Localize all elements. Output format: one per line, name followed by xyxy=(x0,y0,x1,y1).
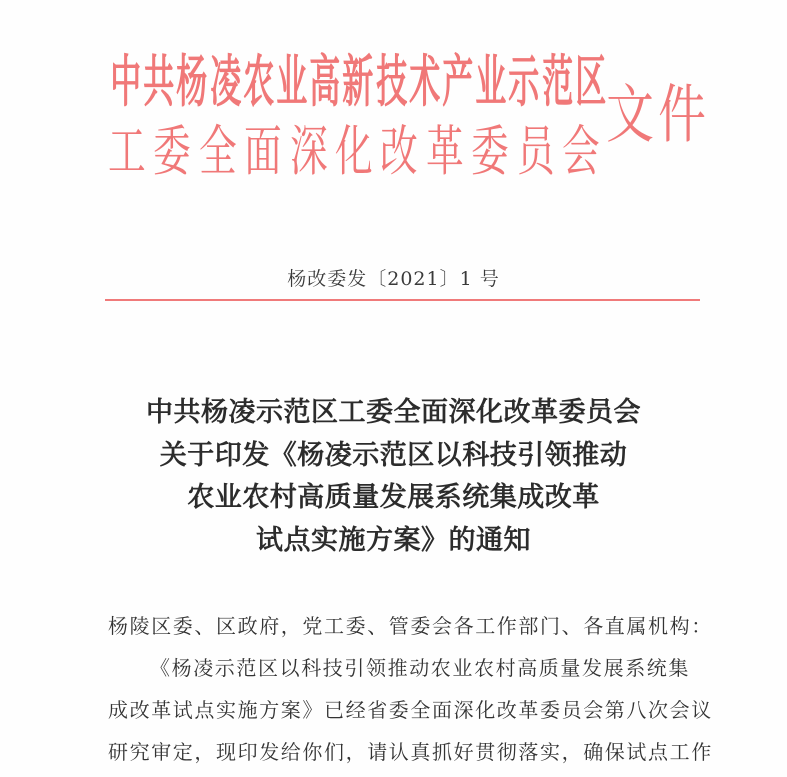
title-line: 关于印发《杨凌示范区以科技引领推动 xyxy=(159,439,628,471)
masthead-glyph: 杨 xyxy=(176,48,208,115)
masthead-glyph: 件 xyxy=(658,79,706,153)
masthead-glyph: 化 xyxy=(334,119,373,183)
masthead-glyph: 示 xyxy=(508,48,540,115)
title-line: 试点实施方案》的通知 xyxy=(256,524,531,556)
red-separator-rule xyxy=(105,299,700,301)
masthead-glyph: 术 xyxy=(409,48,441,115)
masthead-line-2 xyxy=(104,118,602,184)
salutation: 杨陵区委、区政府，党工委、管委会各工作部门、各直属机构： xyxy=(108,614,713,638)
body-line: 研究审定，现印发给你们，请认真抓好贯彻落实，确保试点工作 xyxy=(108,740,713,764)
masthead-glyph: 委 xyxy=(153,119,192,183)
notice-body xyxy=(108,605,713,773)
masthead-glyph: 革 xyxy=(425,119,464,183)
masthead-glyph: 面 xyxy=(244,119,282,183)
masthead-glyph: 高 xyxy=(309,48,341,115)
masthead-glyph: 技 xyxy=(375,48,407,115)
masthead-glyph: 农 xyxy=(243,48,275,115)
masthead-glyph: 改 xyxy=(380,119,419,183)
body-line: 成改革试点实施方案》已经省委全面深化改革委员会第八次会议 xyxy=(108,698,713,722)
masthead-glyph: 员 xyxy=(516,119,555,183)
masthead-glyph: 文 xyxy=(606,79,654,153)
masthead-glyph: 凌 xyxy=(209,48,241,115)
masthead-glyph: 范 xyxy=(541,48,573,115)
masthead-glyph: 工 xyxy=(107,119,146,183)
masthead-glyph: 深 xyxy=(289,119,328,183)
masthead-line-1 xyxy=(104,48,607,116)
body-line: 《杨凌示范区以科技引领推动农业农村高质量发展系统集 xyxy=(150,656,690,680)
masthead-glyph: 新 xyxy=(342,48,374,115)
masthead-glyph: 业 xyxy=(475,48,507,115)
masthead-glyph: 中 xyxy=(110,48,142,115)
masthead-glyph: 会 xyxy=(561,119,600,183)
title-line: 农业农村高质量发展系统集成改革 xyxy=(187,482,600,513)
document-number: 杨改委发〔2021〕1 号 xyxy=(287,268,500,290)
masthead-suffix xyxy=(604,78,704,154)
masthead-glyph: 区 xyxy=(575,48,607,115)
notice-title xyxy=(0,392,787,562)
masthead-glyph: 产 xyxy=(442,48,474,115)
masthead-glyph: 全 xyxy=(198,119,237,183)
masthead-glyph: 业 xyxy=(276,48,308,115)
masthead-glyph: 共 xyxy=(143,48,175,115)
masthead-glyph: 委 xyxy=(471,119,509,183)
title-line: 中共杨凌示范区工委全面深化改革委员会 xyxy=(146,397,641,428)
